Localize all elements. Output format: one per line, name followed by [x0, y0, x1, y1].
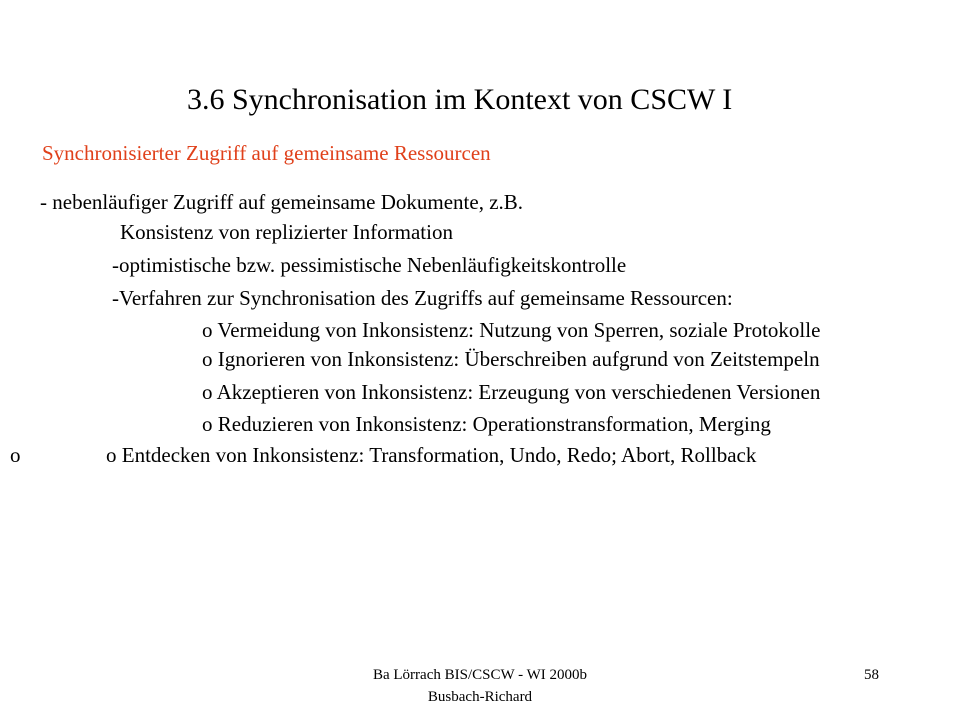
bullet-line-5: o Vermeidung von Inkonsistenz: Nutzung von Sperren, soziale Protokolle [202, 318, 821, 342]
slide-title: 3.6 Synchronisation im Kontext von CSCW I [187, 83, 733, 116]
bullet-line-2: Konsistenz von replizierter Information [120, 220, 453, 244]
bullet-line-4: -Verfahren zur Synchronisation des Zugriffs auf gemeinsame Ressourcen: [112, 286, 733, 310]
bullet-line-3: -optimistische bzw. pessimistische Nebenläufigkeitskontrolle [112, 253, 627, 277]
bullet-line-1: - nebenläufiger Zugriff auf gemeinsame Dokumente, z.B. [40, 190, 524, 214]
slide-subtitle: Synchronisierter Zugriff auf gemeinsame Ressourcen [42, 141, 491, 165]
footer-line-1: Ba Lörrach BIS/CSCW - WI 2000b [372, 667, 587, 683]
footer-line-2: Busbach-Richard [427, 689, 533, 705]
bullet-line-7: o Akzeptieren von Inkonsistenz: Erzeugung von verschiedenen Versionen [202, 380, 821, 404]
bullet-line-6: o Ignorieren von Inkonsistenz: Überschreiben aufgrund von Zeitstempeln [202, 347, 820, 371]
page-number: 58 [864, 667, 879, 683]
outer-bullet-marker: o [10, 443, 21, 467]
footer [330, 664, 630, 708]
bullet-line-8: o Reduzieren von Inkonsistenz: Operationstransformation, Merging [202, 412, 771, 436]
bullet-line-9-text: o Entdecken von Inkonsistenz: Transformation, Undo, Redo; Abort, Rollback [106, 443, 757, 467]
